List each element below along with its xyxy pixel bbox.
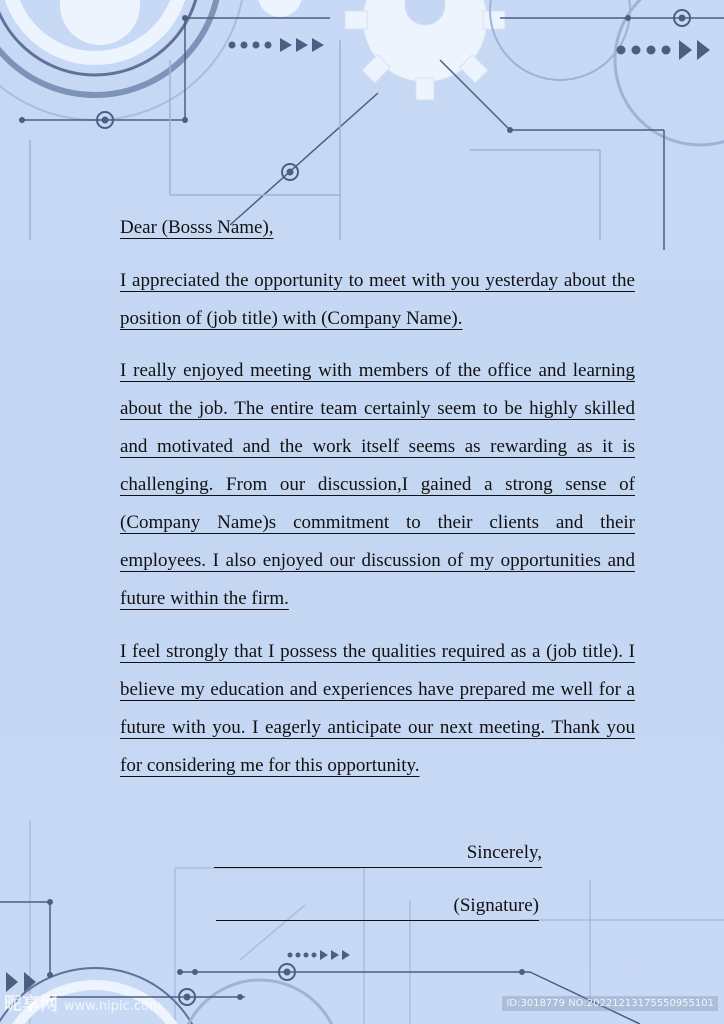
watermark-id: ID:3018779 NO:20221213175550955101 bbox=[502, 996, 718, 1011]
letter-paragraph-3 bbox=[120, 633, 635, 785]
greeting-text: Dear (Bosss Name), bbox=[120, 217, 274, 238]
letter-paragraph-2 bbox=[120, 352, 635, 618]
watermark-url: www.nipic.com bbox=[64, 999, 162, 1014]
letter-paragraph-1 bbox=[120, 262, 635, 338]
signature-line: (Signature) bbox=[216, 892, 539, 921]
letter-greeting bbox=[120, 209, 635, 247]
paragraph-text: I feel strongly that I possess the qualities required as a (job title). I believe my education and experiences have prepared me well for a future with you. I eagerly anticipate our next meeting. Thank you for considering me for this opportunity. bbox=[120, 641, 635, 776]
watermark-logo-text: 昵享网 bbox=[4, 994, 58, 1015]
watermark-logo bbox=[4, 990, 162, 1016]
closing-line: Sincerely, bbox=[214, 839, 542, 868]
gear-icon bbox=[345, 0, 505, 100]
paragraph-text: I appreciated the opportunity to meet with you yesterday about the position of (job title) with (Company Name). bbox=[120, 270, 635, 329]
paragraph-text: I really enjoyed meeting with members of the office and learning about the job. The entire team certainly seem to be highly skilled and motivated and the work itself seems as rewarding as it is challenging. From our discussion,I gained a strong sense of (Company Name)s commitment to their clients and their employees. I also enjoyed our discussion of my opportunities and future within the firm. bbox=[120, 360, 635, 609]
